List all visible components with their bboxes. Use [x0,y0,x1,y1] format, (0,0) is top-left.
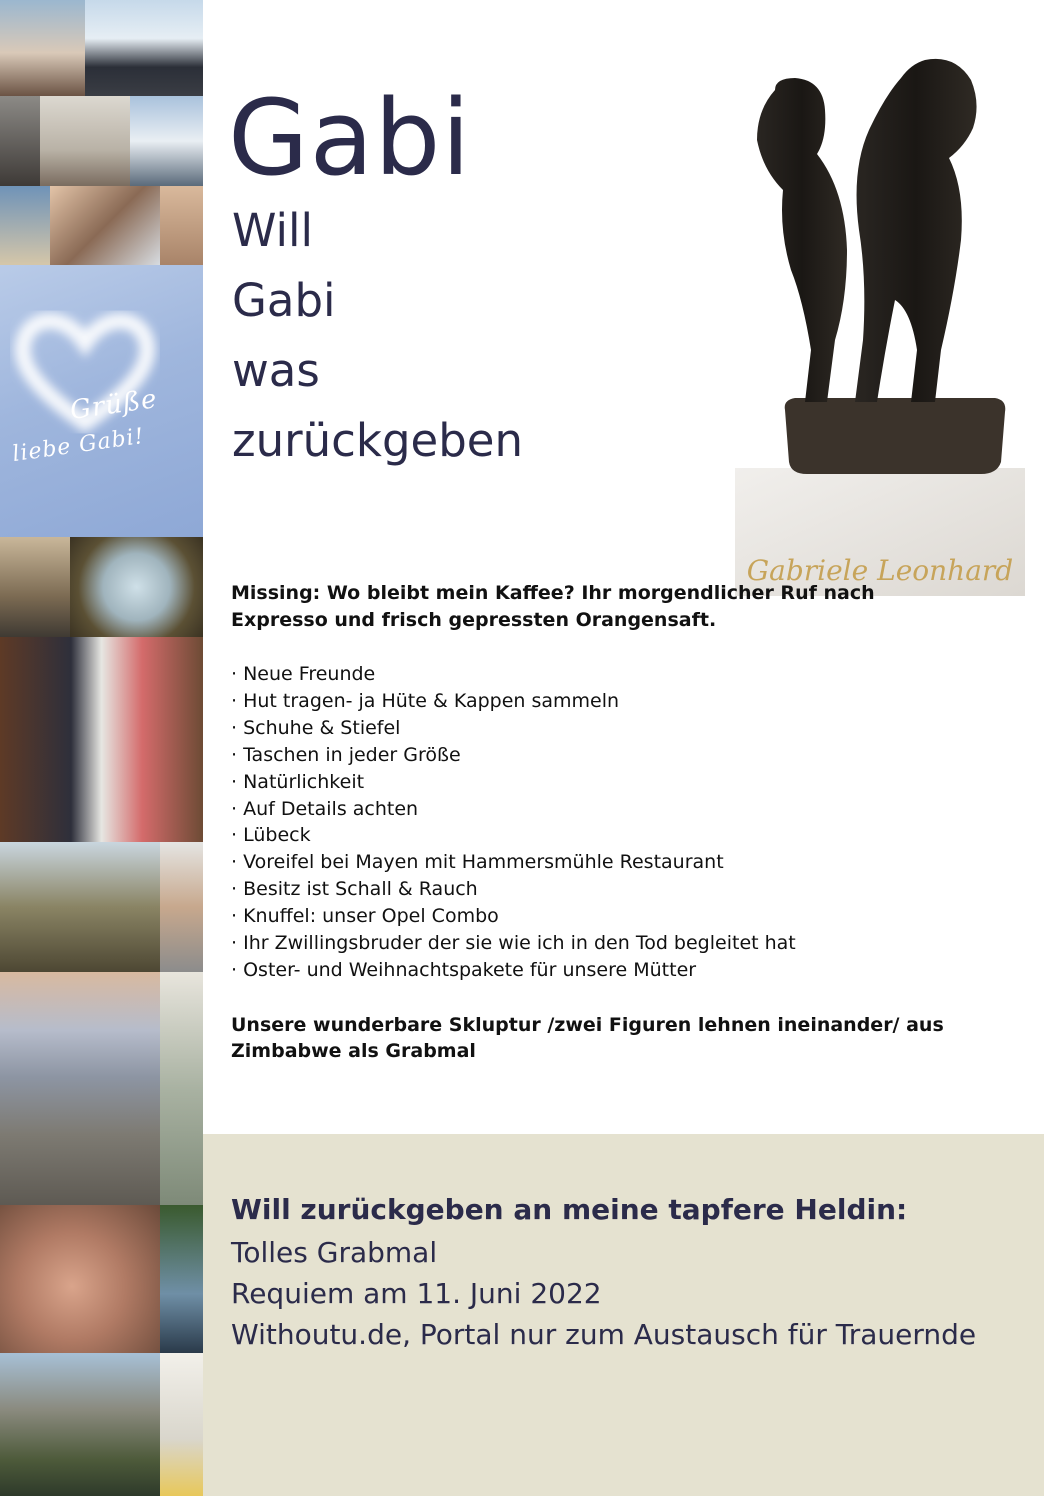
collage-photo-beach-walk [0,972,160,1205]
collage-photo-framed [70,537,203,637]
list-item: · Neue Freunde [231,661,796,688]
subtitle-word: zurückgeben [232,414,523,467]
list-item: · Natürlichkeit [231,769,796,796]
greeting-line-2: liebe Gabi! [10,423,146,468]
collage-photo-palm-beach [85,0,203,96]
collage-photo-cap [160,842,203,972]
footer-line: Withoutu.de, Portal nur zum Austausch für Trauernde [231,1318,977,1351]
list-item: · Schuhe & Stiefel [231,715,796,742]
collage-photo-letter [160,1353,203,1496]
collage-photo-couple-lake [0,0,85,96]
footer-line: Tolles Grabmal [231,1236,438,1269]
sculptor-signature: Gabriele Leonhard [746,554,1014,587]
page-title: Gabi [228,77,472,199]
collage-photo-hiking [0,842,160,972]
collage-photo-text-card [160,972,203,1205]
collage-photo-selfie [50,186,160,266]
sculpture-figure-right [855,59,977,402]
list-item: · Knuffel: unser Opel Combo [231,903,796,930]
collage-photo-sign [40,96,130,186]
list-item: · Auf Details achten [231,796,796,823]
list-item: · Ihr Zwillingsbruder der sie wie ich in den Tod begleitet hat [231,930,796,957]
list-item: · Voreifel bei Mayen mit Hammersmühle Restaurant [231,849,796,876]
collage-photo-cafe [0,537,70,637]
list-item: · Lübeck [231,822,796,849]
footer-line: Requiem am 11. Juni 2022 [231,1277,602,1310]
subtitle-word: Will [232,204,314,257]
list-item: · Besitz ist Schall & Rauch [231,876,796,903]
sculpture-base [785,398,1006,474]
photo-collage [0,0,203,1496]
list-item: · Oster- und Weihnachtspakete für unsere Mütter [231,957,796,984]
collage-photo-smile [160,186,203,266]
subtitle-words [232,196,523,476]
collage-photo-castle [0,1353,160,1496]
sculpture-image [735,50,1025,596]
collage-photo-winter [130,96,203,186]
intro-text: Missing: Wo bleibt mein Kaffee? Ihr morgendlicher Ruf nach Expresso und frisch gepressten Orangensaft. [231,582,875,631]
footer-lines [231,1232,976,1355]
list-item: · Hut tragen- ja Hüte & Kappen sammeln [231,688,796,715]
subtitle-word: was [232,344,320,397]
collage-photo-couple-library [0,637,203,842]
sculpture-note: Unsere wunderbare Skluptur /zwei Figuren lehnen ineinander/ aus Zimbabwe als Grabmal [231,1014,944,1062]
list-item: · Taschen in jeder Größe [231,742,796,769]
sculpture-figure-left [757,78,847,402]
collage-photo-funny-face [0,1205,160,1353]
subtitle-word: Gabi [232,274,336,327]
footer-heading: Will zurückgeben an meine tapfere Heldin: [231,1193,908,1226]
collage-photo-sea-view [0,186,50,266]
footer-band [203,1134,1044,1496]
greeting-heart-panel [0,265,203,537]
greeting-line-1: Grüße [68,384,160,426]
collage-photo-river [160,1205,203,1353]
collage-photo-plaque [0,96,40,186]
hobbies-list [231,661,796,984]
